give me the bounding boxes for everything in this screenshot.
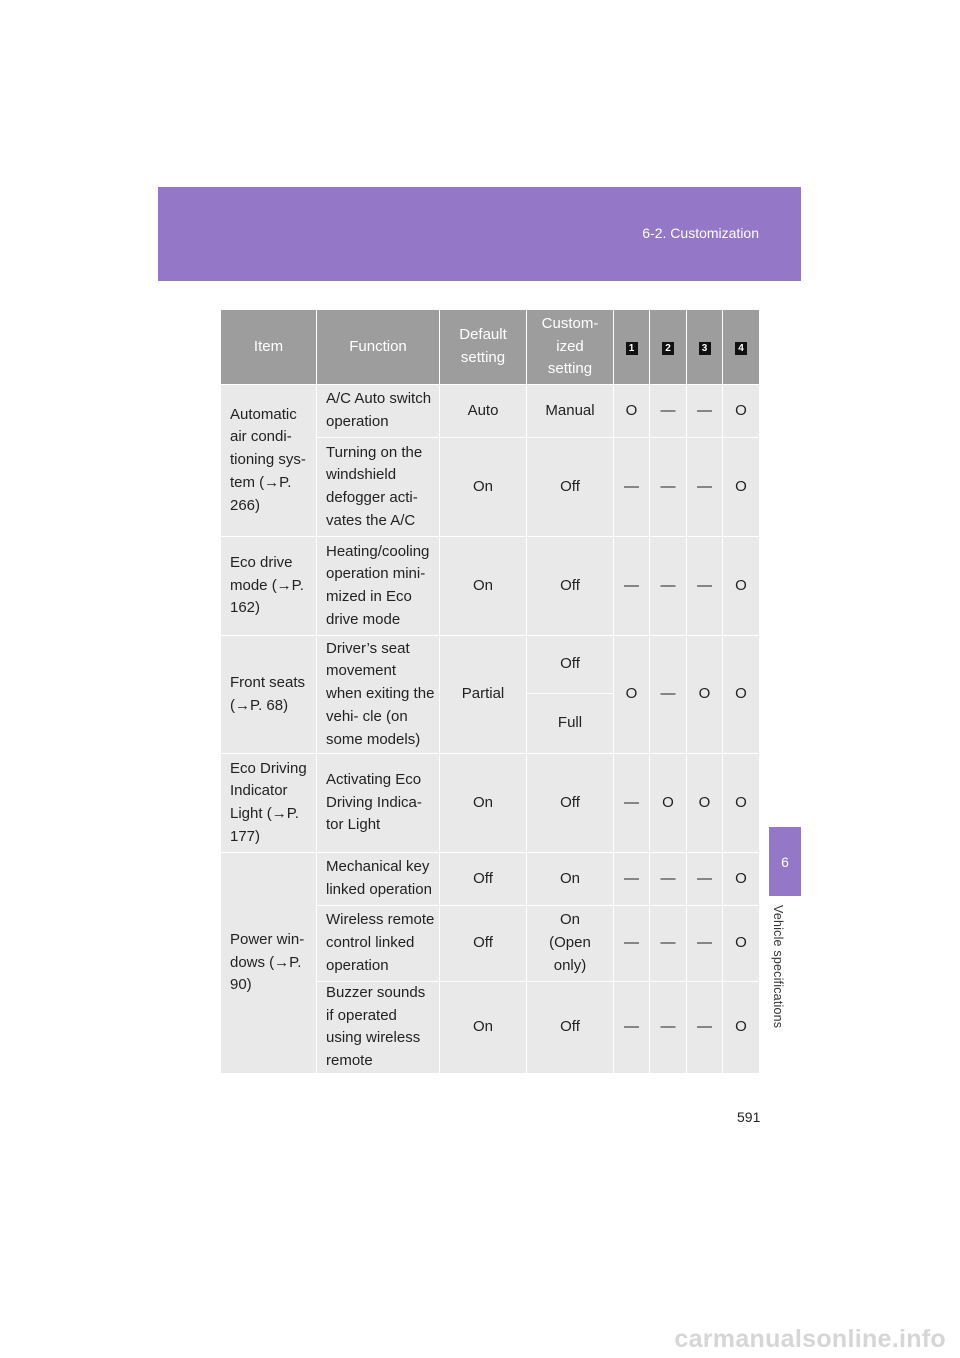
customized-cell: On (Open only) — [527, 906, 614, 982]
mark-cell: O — [723, 853, 760, 906]
mark-cell: — — [650, 537, 687, 636]
table-header-row — [221, 310, 760, 385]
section-title: 6-2. Customization — [642, 225, 759, 241]
mark-cell: — — [687, 853, 723, 906]
mark-cell: — — [687, 906, 723, 982]
table-row — [221, 385, 760, 438]
mark-cell: — — [650, 906, 687, 982]
customized-cell: Full — [527, 694, 614, 754]
header-default-setting: Default setting — [440, 310, 527, 385]
function-cell: Activating Eco Driving Indica- tor Light — [317, 754, 440, 853]
number-1-icon — [626, 342, 638, 355]
mark-cell: O — [614, 636, 650, 754]
header-customized-setting: Custom- ized setting — [527, 310, 614, 385]
table-row — [221, 636, 760, 694]
header-col-4 — [723, 310, 760, 385]
header-col-2 — [650, 310, 687, 385]
chapter-label: Vehicle specifications — [771, 905, 785, 1029]
function-cell: Turning on the windshield defogger acti- vates the A/C — [317, 438, 440, 537]
customization-table — [220, 309, 760, 1074]
mark-cell: — — [650, 385, 687, 438]
mark-cell: O — [614, 385, 650, 438]
mark-cell: — — [687, 438, 723, 537]
table-row — [221, 537, 760, 636]
item-cell: Automatic air condi- tioning sys- tem (→P. 266) — [221, 385, 317, 537]
mark-cell: O — [723, 537, 760, 636]
customized-cell: Off — [527, 982, 614, 1074]
default-cell: Auto — [440, 385, 527, 438]
number-3-icon — [699, 342, 711, 355]
header-function: Function — [317, 310, 440, 385]
customized-cell: Off — [527, 754, 614, 853]
mark-cell: O — [723, 906, 760, 982]
mark-cell: — — [650, 438, 687, 537]
function-cell: A/C Auto switch operation — [317, 385, 440, 438]
mark-cell: — — [614, 438, 650, 537]
default-cell: Partial — [440, 636, 527, 754]
function-cell: Heating/cooling operation mini- mized in Eco drive mode — [317, 537, 440, 636]
header-item: Item — [221, 310, 317, 385]
function-cell: Mechanical key linked operation — [317, 853, 440, 906]
mark-cell: O — [650, 754, 687, 853]
header-col-3 — [687, 310, 723, 385]
mark-cell: — — [614, 537, 650, 636]
watermark: carmanualsonline.info — [674, 1325, 946, 1353]
mark-cell: — — [614, 906, 650, 982]
function-cell: Buzzer sounds if operated using wireless remote — [317, 982, 440, 1074]
customized-cell: Off — [527, 636, 614, 694]
default-cell: On — [440, 537, 527, 636]
table-row — [221, 853, 760, 906]
mark-cell: O — [687, 754, 723, 853]
mark-cell: — — [687, 537, 723, 636]
customized-cell: Manual — [527, 385, 614, 438]
mark-cell: — — [614, 754, 650, 853]
function-cell: Driver’s seat movement when exiting the vehi- cle (on some models) — [317, 636, 440, 754]
number-4-icon — [735, 342, 747, 355]
mark-cell: O — [687, 636, 723, 754]
page-number: 591 — [737, 1109, 761, 1125]
default-cell: On — [440, 982, 527, 1074]
default-cell: Off — [440, 853, 527, 906]
function-cell: Wireless remote control linked operation — [317, 906, 440, 982]
item-cell: Eco Driving Indicator Light (→P. 177) — [221, 754, 317, 853]
customized-cell: Off — [527, 537, 614, 636]
mark-cell: — — [687, 982, 723, 1074]
chapter-tab[interactable]: 6 — [769, 827, 801, 896]
mark-cell: — — [650, 982, 687, 1074]
mark-cell: — — [650, 636, 687, 754]
mark-cell: O — [723, 385, 760, 438]
mark-cell: O — [723, 754, 760, 853]
mark-cell: O — [723, 438, 760, 537]
mark-cell: — — [614, 853, 650, 906]
mark-cell: O — [723, 982, 760, 1074]
customized-cell: On — [527, 853, 614, 906]
mark-cell: O — [723, 636, 760, 754]
item-cell: Eco drive mode (→P. 162) — [221, 537, 317, 636]
default-cell: Off — [440, 906, 527, 982]
section-header-band — [158, 187, 801, 281]
table-row — [221, 754, 760, 853]
customized-cell: Off — [527, 438, 614, 537]
mark-cell: — — [650, 853, 687, 906]
mark-cell: — — [687, 385, 723, 438]
number-2-icon — [662, 342, 674, 355]
item-cell: Power win- dows (→P. 90) — [221, 853, 317, 1074]
default-cell: On — [440, 754, 527, 853]
mark-cell: — — [614, 982, 650, 1074]
item-cell: Front seats (→P. 68) — [221, 636, 317, 754]
default-cell: On — [440, 438, 527, 537]
header-col-1 — [614, 310, 650, 385]
